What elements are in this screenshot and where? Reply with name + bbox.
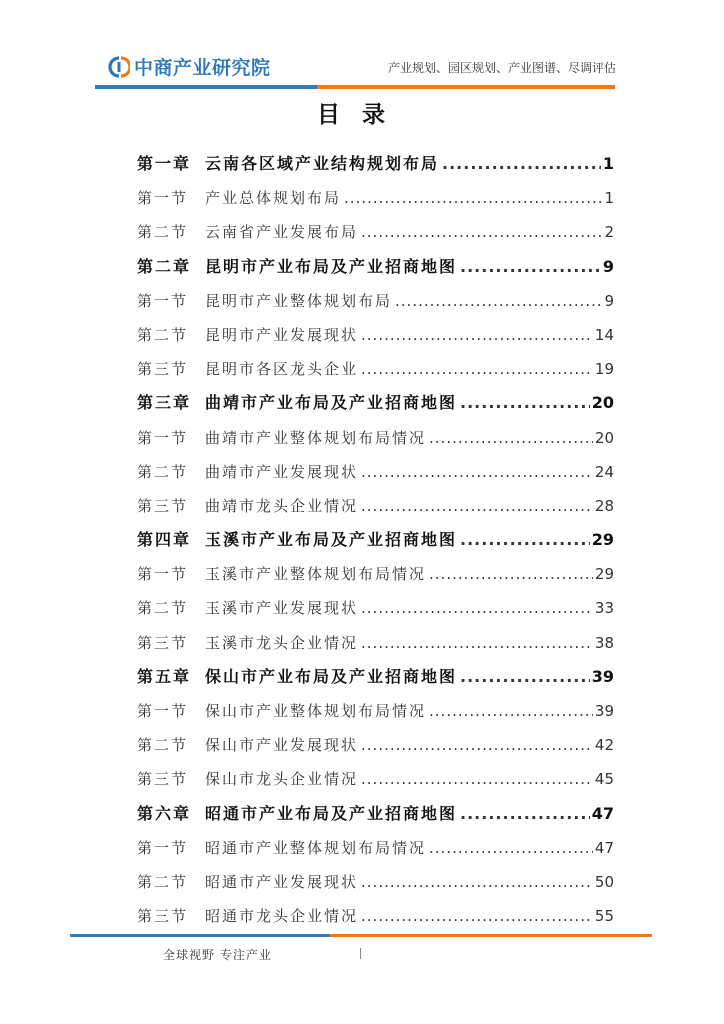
toc-section-entry[interactable] [137,591,614,625]
toc-entry-title: 昭通市产业整体规划布局情况 [205,838,427,857]
toc-entry-title: 曲靖市产业发展现状 [205,462,359,481]
toc-entry-number: 第三节 [137,633,189,652]
toc-entry-number: 第三节 [137,907,189,926]
toc-chapter-entry[interactable] [137,386,614,420]
toc-entry-title: 昆明市产业发展现状 [205,325,359,344]
logo-text: 中商产业研究院 [134,57,271,79]
toc-entry-number: 第二节 [137,462,189,481]
toc-entry-page: 20 [591,393,614,413]
toc-leader-dots [429,694,593,728]
toc-leader-dots [460,250,601,284]
footer-rule-orange [330,934,652,937]
footer-slogan: 全球视野 专注产业 [163,948,272,962]
toc-entry-number: 第二节 [137,223,189,242]
toc-chapter-entry[interactable] [137,660,614,694]
toc-entry-number: 第一节 [137,189,189,208]
toc-entry-number: 第五章 [137,666,192,686]
toc-leader-dots [361,215,602,249]
toc-entry-title: 昭通市产业发展现状 [205,872,359,891]
toc-entry-number: 第二节 [137,325,189,344]
toc-entry-page: 29 [594,565,614,584]
toc-entry-title: 玉溪市产业布局及产业招商地图 [205,530,458,550]
toc-leader-dots [460,523,590,557]
toc-entry-title: 玉溪市产业发展现状 [205,599,359,618]
toc-entry-number: 第一节 [137,702,189,720]
toc-entry-title: 云南省产业发展布局 [205,223,359,242]
toc-entry-title: 昆明市各区龙头企业 [205,360,359,379]
toc-entry-number: 第三节 [137,770,189,789]
toc-section-entry[interactable] [137,421,614,455]
toc-section-entry[interactable] [137,318,614,352]
logo-mark-icon [108,56,130,78]
toc-entry-page: 2 [604,223,614,242]
toc-entry-number: 第一节 [137,428,189,447]
toc-entry-title: 昭通市产业布局及产业招商地图 [205,803,458,823]
toc-entry-number: 第二节 [137,599,189,618]
toc-entry-number: 第六章 [137,803,192,823]
toc-entry-page: 39 [594,702,614,720]
toc-leader-dots [395,284,602,318]
toc-leader-dots [429,557,593,591]
toc-entry-title: 保山市龙头企业情况 [205,770,359,789]
toc-entry-title: 保山市产业整体规划布局情况 [205,702,427,720]
toc-entry-page: 29 [591,530,614,550]
toc-entry-title: 昆明市产业整体规划布局 [205,291,393,310]
toc-section-entry[interactable] [137,489,614,523]
toc-entry-title: 曲靖市产业整体规划布局情况 [205,428,427,447]
toc-entry-number: 第一节 [137,838,189,857]
toc-entry-page: 24 [594,462,614,481]
toc-leader-dots [361,762,593,796]
toc-entry-title: 保山市产业布局及产业招商地图 [205,666,458,686]
toc-entry-page: 9 [604,291,614,310]
toc-section-entry[interactable] [137,455,614,489]
toc-entry-title: 云南各区域产业结构规划布局 [205,154,440,173]
toc-chapter-entry[interactable] [137,797,614,831]
toc-leader-dots [361,352,593,386]
toc-leader-dots [361,865,593,899]
toc-leader-dots [361,318,593,352]
toc-entry-number: 第三章 [137,393,192,413]
toc-leader-dots [460,797,590,831]
toc-entry-title: 玉溪市龙头企业情况 [205,633,359,652]
toc-entry-page: 45 [594,770,614,789]
toc-entry-title: 产业总体规划布局 [205,189,342,208]
toc-section-entry[interactable] [137,626,614,660]
toc-leader-dots [361,899,593,933]
toc-leader-dots [429,421,593,455]
toc-leader-dots [361,626,593,660]
toc-entry-number: 第三节 [137,360,189,379]
toc-chapter-entry[interactable] [137,250,614,284]
toc-entry-page: 39 [591,666,614,686]
toc-entry-page: 55 [594,907,614,926]
footer-rule-blue [70,934,330,937]
toc-entry-number: 第二章 [137,256,192,276]
toc-section-entry[interactable] [137,899,614,933]
toc-leader-dots [344,181,602,215]
toc-entry-page: 19 [594,360,614,379]
toc-section-entry[interactable] [137,865,614,899]
toc-section-entry[interactable] [137,831,614,865]
toc-section-entry[interactable] [137,694,614,728]
toc-entry-number: 第四章 [137,530,192,550]
toc-entry-number: 第一节 [137,291,189,310]
toc-entry-title: 曲靖市龙头企业情况 [205,496,359,515]
toc-entry-title: 曲靖市产业布局及产业招商地图 [205,393,458,413]
toc-leader-dots [361,591,593,625]
toc-entry-title: 玉溪市产业整体规划布局情况 [205,565,427,584]
toc-entry-page: 33 [594,599,614,618]
page-title: 目录 [317,102,407,128]
toc-entry-number: 第一节 [137,565,189,584]
toc-section-entry[interactable] [137,557,614,591]
page-header [0,0,724,100]
toc-entry-page: 50 [594,872,614,891]
toc-entry-title: 昭通市龙头企业情况 [205,907,359,926]
footer-separator [360,948,361,959]
toc-entry-page: 20 [594,428,614,447]
toc-leader-dots [429,831,593,865]
toc-leader-dots [361,455,593,489]
toc-entry-page: 38 [594,633,614,652]
logo [108,53,271,80]
toc-entry-page: 9 [602,256,614,276]
toc-entry-number: 第二节 [137,736,189,755]
toc-section-entry[interactable] [137,762,614,796]
toc-entry-page: 47 [594,838,614,857]
toc-chapter-entry[interactable] [137,523,614,557]
toc-section-entry[interactable] [137,728,614,762]
toc-leader-dots [442,147,601,181]
toc-entry-number: 第一章 [137,154,192,173]
toc-leader-dots [460,660,590,694]
toc-chapter-entry[interactable] [137,147,614,181]
table-of-contents [137,147,614,933]
toc-section-entry[interactable] [137,284,614,318]
toc-leader-dots [361,728,593,762]
toc-entry-page: 28 [594,496,614,515]
header-rule-blue [95,85,317,89]
toc-entry-page: 42 [594,736,614,755]
toc-entry-page: 1 [604,189,614,208]
toc-entry-title: 保山市产业发展现状 [205,736,359,755]
toc-entry-number: 第三节 [137,496,189,515]
toc-leader-dots [361,489,593,523]
header-tagline: 产业规划、园区规划、产业图谱、尽调评估 [387,61,616,75]
toc-section-entry[interactable] [137,181,614,215]
toc-entry-title: 昆明市产业布局及产业招商地图 [205,256,458,276]
toc-entry-number: 第二节 [137,872,189,891]
toc-section-entry[interactable] [137,352,614,386]
header-rule-orange [317,85,615,89]
toc-section-entry[interactable] [137,215,614,249]
toc-leader-dots [460,386,590,420]
toc-entry-page: 1 [602,154,614,173]
toc-entry-page: 14 [594,325,614,344]
toc-entry-page: 47 [591,803,614,823]
